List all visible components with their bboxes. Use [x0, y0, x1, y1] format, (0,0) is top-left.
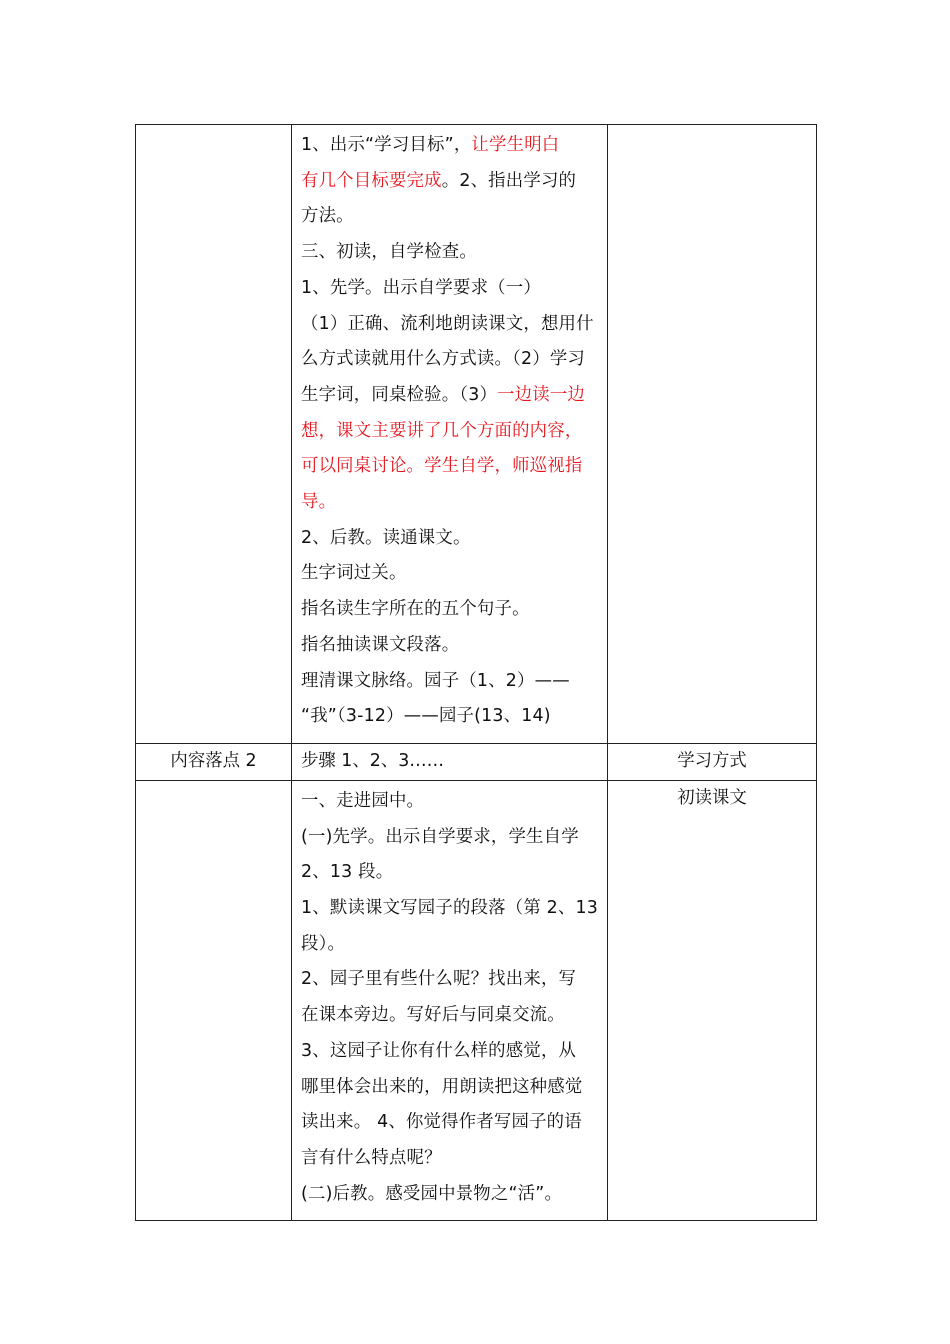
text-segment: 段）。	[301, 933, 346, 954]
text-line	[301, 699, 601, 735]
text-line	[301, 164, 601, 200]
text-line	[301, 784, 601, 820]
text-segment: 方法。	[301, 206, 354, 227]
table-row	[136, 125, 817, 744]
text-segment: 生字词过关。	[301, 563, 407, 584]
highlighted-text: 一边读一边	[497, 384, 586, 405]
text-line	[301, 271, 601, 307]
text-line	[301, 378, 601, 414]
highlighted-text: 可以同桌讨论。学生自学，师巡视指	[301, 456, 583, 477]
highlighted-text: 导。	[301, 492, 337, 513]
text-line	[301, 820, 601, 856]
text-segment: 理清课文脉络。园子（1、2）——	[301, 670, 570, 691]
text-line	[301, 664, 601, 700]
text-segment: 1、先学。出示自学要求（一）	[301, 277, 541, 298]
steps-text	[292, 125, 607, 743]
text-line	[301, 485, 601, 521]
text-segment: （1）正确、流利地朗读课文，想用什	[301, 313, 594, 334]
text-segment: 哪里体会出来的，用朗读把这种感觉	[301, 1076, 583, 1097]
text-line	[301, 235, 601, 271]
highlighted-text: 有几个目标要完成	[301, 170, 442, 191]
text-segment: (一)先学。出示自学要求，学生自学	[301, 826, 579, 847]
text-line	[301, 556, 601, 592]
steps-cell	[292, 125, 608, 744]
text-segment: 一、走进园中。	[301, 790, 425, 811]
text-line	[301, 592, 601, 628]
text-line	[301, 1177, 601, 1213]
content-point-cell-empty	[136, 125, 292, 744]
steps-label: 步骤 1、2、3……	[292, 743, 608, 780]
text-segment: 指名读生字所在的五个句子。	[301, 599, 530, 620]
lesson-plan-table	[135, 124, 817, 1221]
content-point-label: 内容落点 2	[136, 743, 292, 780]
text-segment: 3、这园子让你有什么样的感觉，从	[301, 1040, 577, 1061]
highlighted-text: 让学生明白	[471, 135, 560, 155]
text-segment: “我”（3-12）——园子(13、14)	[301, 706, 551, 727]
text-segment: 2、园子里有些什么呢？找出来，写	[301, 969, 577, 990]
text-segment: 读出来。 4、你觉得作者写园子的语	[301, 1112, 582, 1133]
text-line	[301, 449, 601, 485]
learning-method-value: 初读课文	[608, 780, 817, 1220]
text-segment: 2、13 段。	[301, 862, 394, 883]
text-segment: 言有什么特点呢？	[301, 1147, 442, 1168]
text-segment: (二)后教。感受园中景物之“活”。	[301, 1183, 563, 1204]
text-line	[301, 1105, 601, 1141]
steps-text	[292, 781, 607, 1220]
text-line	[301, 1070, 601, 1106]
text-line	[301, 891, 601, 927]
text-line	[301, 628, 601, 664]
text-line	[301, 128, 601, 164]
highlighted-text: 想，课文主要讲了几个方面的内容，	[301, 420, 583, 441]
text-line	[301, 962, 601, 998]
text-segment: 1、出示“学习目标”，	[301, 135, 472, 155]
text-segment: 1、默读课文写园子的段落（第 2、13	[301, 898, 599, 919]
text-line	[301, 342, 601, 378]
content-point-cell-empty	[136, 780, 292, 1220]
steps-cell	[292, 780, 608, 1220]
text-line	[301, 199, 601, 235]
text-segment: 指名抽读课文段落。	[301, 634, 460, 655]
learning-method-label: 学习方式	[608, 743, 817, 780]
text-line	[301, 521, 601, 557]
table-row	[136, 780, 817, 1220]
text-line	[301, 998, 601, 1034]
text-line	[301, 414, 601, 450]
text-line	[301, 1141, 601, 1177]
text-segment: 生字词，同桌检验。（3）	[301, 384, 498, 405]
text-line	[301, 927, 601, 963]
text-segment: 。2、指出学习的	[441, 170, 577, 191]
method-cell-empty	[608, 125, 817, 744]
text-segment: 在课本旁边。写好后与同桌交流。	[301, 1005, 565, 1026]
text-line	[301, 1034, 601, 1070]
table-header-row	[136, 743, 817, 780]
text-segment: 三、初读，自学检查。	[301, 242, 477, 263]
text-segment: 2、后教。读通课文。	[301, 527, 471, 548]
text-line	[301, 307, 601, 343]
text-line	[301, 855, 601, 891]
text-segment: 么方式读就用什么方式读。（2）学习	[301, 349, 586, 370]
